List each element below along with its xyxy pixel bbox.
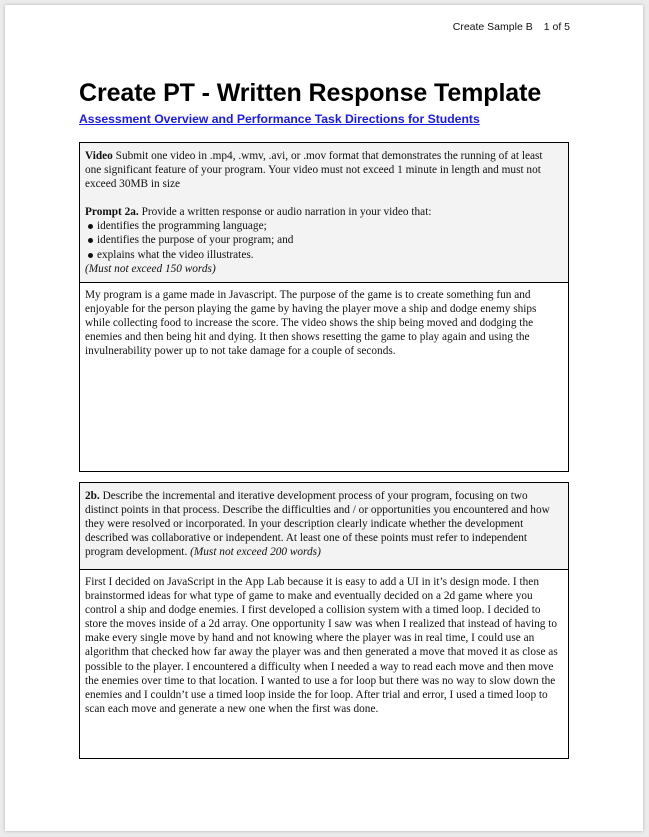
prompt-2a-text: Provide a written response or audio narration in your video that: — [141, 206, 432, 219]
response-2b-box[interactable] — [80, 570, 568, 721]
video-text: Submit one video in .mp4, .wmv, .avi, or .mov format that demonstrates the running of at least one significant feature of your program. Your video must not exceed 1 minute in length and must not exceed 30MB in size — [85, 150, 543, 191]
bullet-item: explains what the video illustrates. — [85, 248, 560, 262]
prompt-2b-box — [80, 483, 568, 570]
document-name: Create Sample B — [452, 21, 533, 33]
page-header — [453, 21, 570, 33]
prompt-2a-bullet-list — [85, 219, 560, 261]
section-prompt-2b — [79, 482, 569, 759]
bullet-item: identifies the purpose of your program; and — [85, 233, 560, 247]
assessment-overview-link[interactable]: Assessment Overview and Performance Task Directions for Students — [79, 112, 480, 126]
response-2b-text: First I decided on JavaScript in the App Lab because it is easy to add a UI in it’s design mode. I then brainstormed ideas for what type of game to make and eventually decided on a 2d game where you control a ship and dodge enemies. I first developed a collision system with a timed loop. I decided to store the moves inside of a 2d array. One opportunity I saw was when I realized that instead of having to make every single move by hand and not knowing where the player was in real time, I could use an algorithm that checked how far away the player was and then generated a move that moved it as close as possible to the player. I encountered a difficulty when I needed a way to read each move and then move the enemies over time to that location. I wanted to use a for loop but there was no way to slow down the enemies and I couldn’t use a timed loop inside the for loop. After trial and error, I used a timed loop to scan each move and generate a new one when the first was done. — [85, 576, 558, 715]
document-title: Create PT - Written Response Template — [79, 79, 542, 107]
prompt-2a-word-limit: (Must not exceed 150 words) — [85, 262, 216, 275]
video-instructions — [85, 149, 560, 191]
prompt-2b-word-limit: (Must not exceed 200 words) — [190, 546, 321, 559]
video-label: Video — [85, 150, 113, 162]
prompt-2a-instructions — [85, 205, 560, 219]
section-video-prompt-2a — [79, 142, 569, 472]
page-indicator: 1 of 5 — [543, 21, 570, 33]
prompt-2b-instructions — [85, 489, 560, 559]
prompt-2b-text: Describe the incremental and iterative development process of your program, focusing on two distinct points in that process. Describe the difficulties and / or opportunities you encountered and how they were resolved or incorporated. In your description clearly indicate whether the development described was collaborative or independent. At least one of these points must refer to independent program development. — [85, 490, 550, 559]
prompt-2b-label: 2b. — [85, 490, 100, 502]
bullet-item: identifies the programming language; — [85, 219, 560, 233]
prompt-2a-box — [80, 143, 568, 283]
response-2a-text: My program is a game made in Javascript. The purpose of the game is to create something fun and enjoyable for the person playing the game by having the player move a ship and dodge enemy ships while collecting food to increase the score. The video shows the ship being moved and dodging the enemies and then being hit and dying. It then shows resetting the game to play again and using the invulnerability power up to not take damage for a couple of seconds. — [85, 289, 537, 358]
document-page — [5, 5, 643, 831]
prompt-2a-label: Prompt 2a. — [85, 206, 139, 219]
response-2a-box[interactable] — [80, 283, 568, 363]
